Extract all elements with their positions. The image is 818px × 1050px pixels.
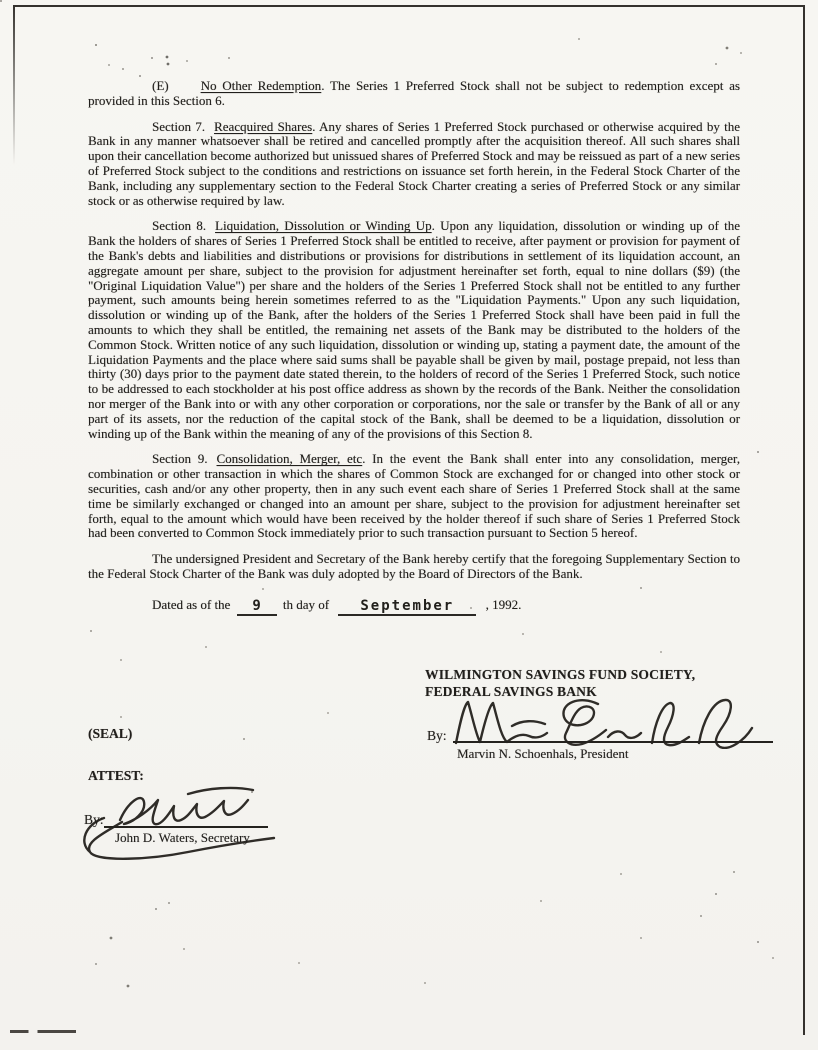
- secretary-name: John D. Waters, Secretary: [115, 830, 250, 845]
- month-fill-in: September: [338, 599, 476, 616]
- dated-line: [152, 598, 740, 615]
- president-signature-block: [425, 666, 785, 770]
- seal-label: (SEAL): [88, 726, 133, 741]
- paragraph-no-other-redemption: [88, 79, 740, 109]
- paragraph-label: Section 8.: [152, 218, 207, 234]
- document-body: [88, 79, 740, 615]
- by-label: By:: [84, 812, 104, 827]
- paragraph-text: . The Series 1 Preferred Stock shall not be subject to redemption except as provided in this Section 6.: [88, 78, 740, 108]
- day-fill-in: 9: [237, 599, 277, 616]
- scan-border-top: [13, 5, 805, 7]
- paragraph-section-9: [88, 452, 740, 541]
- scan-border-right: [803, 5, 805, 1035]
- section-title: No Other Redemption: [200, 78, 322, 93]
- paragraph-label: Section 9.: [152, 451, 208, 467]
- section-title: Reacquired Shares: [214, 118, 313, 134]
- certification-paragraph: The undersigned President and Secretary of the Bank hereby certify that the foregoing Supplementary Section to the Federal Stock Charter of the Bank was duly adopted by the Board of Directors of the Bank.: [88, 551, 740, 581]
- scan-artifact-dash: [10, 1030, 76, 1033]
- scan-border-left: [13, 5, 15, 165]
- president-by-row: [425, 708, 785, 770]
- company-name-line1: WILMINGTON SAVINGS FUND SOCIETY,: [425, 667, 696, 682]
- paragraph-section-8: [88, 219, 740, 441]
- paragraph-label: (E): [152, 78, 169, 93]
- paragraph-text: . Upon any liquidation, dissolution or winding up of the Bank the holders of shares of Series 1 Preferred Stock shall be entitled to receive, after payment or provision for payment of the Bank's debts and liabilities and distributions or provisions for distributions in settlement of its liquidation account, an aggregate amount per share, subject to the provision for adjustment hereinafter set forth, equal to nine dollars ($9) (the "Original Liquidation Value") per share and the holders of the Series 1 Preferred Stock shall not be entitled to any further payment, such amounts being herein sometimes referred to as the "Liquidation Payments." Upon any such liquidation, dissolution or winding up of the Bank, after the holders of the Series 1 Preferred Stock shall have been paid in full the amounts to which they shall be entitled, the remaining net assets of the Bank may be distributed to the holders of the Common Stock. Written notice of any such liquidation, dissolution or winding up, stating a payment date, the amount of the Liquidation Payments and the place where said sums shall be payable shall be given by mail, postage prepaid, not less than thirty (30) days prior to the payment date stated therein, to the holders of record of the Series 1 Preferred Stock, such notice to be addressed to each stockholder at his post office address as shown by the records of the Bank. Neither the consolidation nor merger of the Bank into or with any other corporation or corporations, nor the sale or transfer by the Bank of all or any part of its assets, nor the reduction of the capital stock of the Bank, shall be deemed to be a liquidation, dissolution or winding up of the Bank within the meaning of any of the provisions of this Section 8.: [88, 218, 740, 441]
- dated-middle: th day of: [282, 596, 330, 612]
- signature-line: [104, 826, 268, 828]
- paragraph-text: . In the event the Bank shall enter into any consolidation, merger, combination or other transaction in which the shares of Common Stock are exchanged for or changed into other stock or securities, cash and/or any other property, then in any such event each share of Series 1 Preferred Stock shall at the same time be similarly exchanged or changed into an amount per share, subject to the provision for adjustment hereinafter set forth, equal to the amount which would have been received by the holder thereof if such share of Series 1 Preferred Stock had been converted to Common Stock immediately prior to such transaction pursuant to Section 5 hereof.: [88, 451, 740, 541]
- president-name: Marvin N. Schoenhals, President: [457, 746, 629, 761]
- dated-suffix: , 1992.: [485, 596, 522, 612]
- by-label: By:: [427, 728, 447, 743]
- paragraph-text: . Any shares of Series 1 Preferred Stock purchased or otherwise acquired by the Bank in any manner whatsoever shall be retired and cancelled promptly after the acquisition thereof. All such shares shall upon their cancellation become authorized but unissued shares of Preferred Stock and may be reissued as part of a new series of Preferred Stock subject to the conditions and restrictions on issuance set forth herein, in the Federal Stock Charter of the Bank, including any supplementary section to the Federal Stock Charter creating a series of Preferred Stock or any similar stock or as otherwise required by law.: [88, 118, 740, 208]
- company-name-line2: FEDERAL SAVINGS BANK: [425, 684, 597, 699]
- secretary-signature-block: [84, 786, 299, 876]
- section-title: Liquidation, Dissolution or Winding Up: [215, 218, 432, 234]
- paragraph-section-7: [88, 120, 740, 209]
- paragraph-label: Section 7.: [152, 118, 206, 134]
- attest-label: ATTEST:: [88, 768, 144, 783]
- section-title: Consolidation, Merger, etc: [216, 451, 363, 467]
- signature-line: [453, 741, 773, 743]
- dated-prefix: Dated as of the: [152, 596, 231, 612]
- john-waters-signature: [62, 780, 300, 868]
